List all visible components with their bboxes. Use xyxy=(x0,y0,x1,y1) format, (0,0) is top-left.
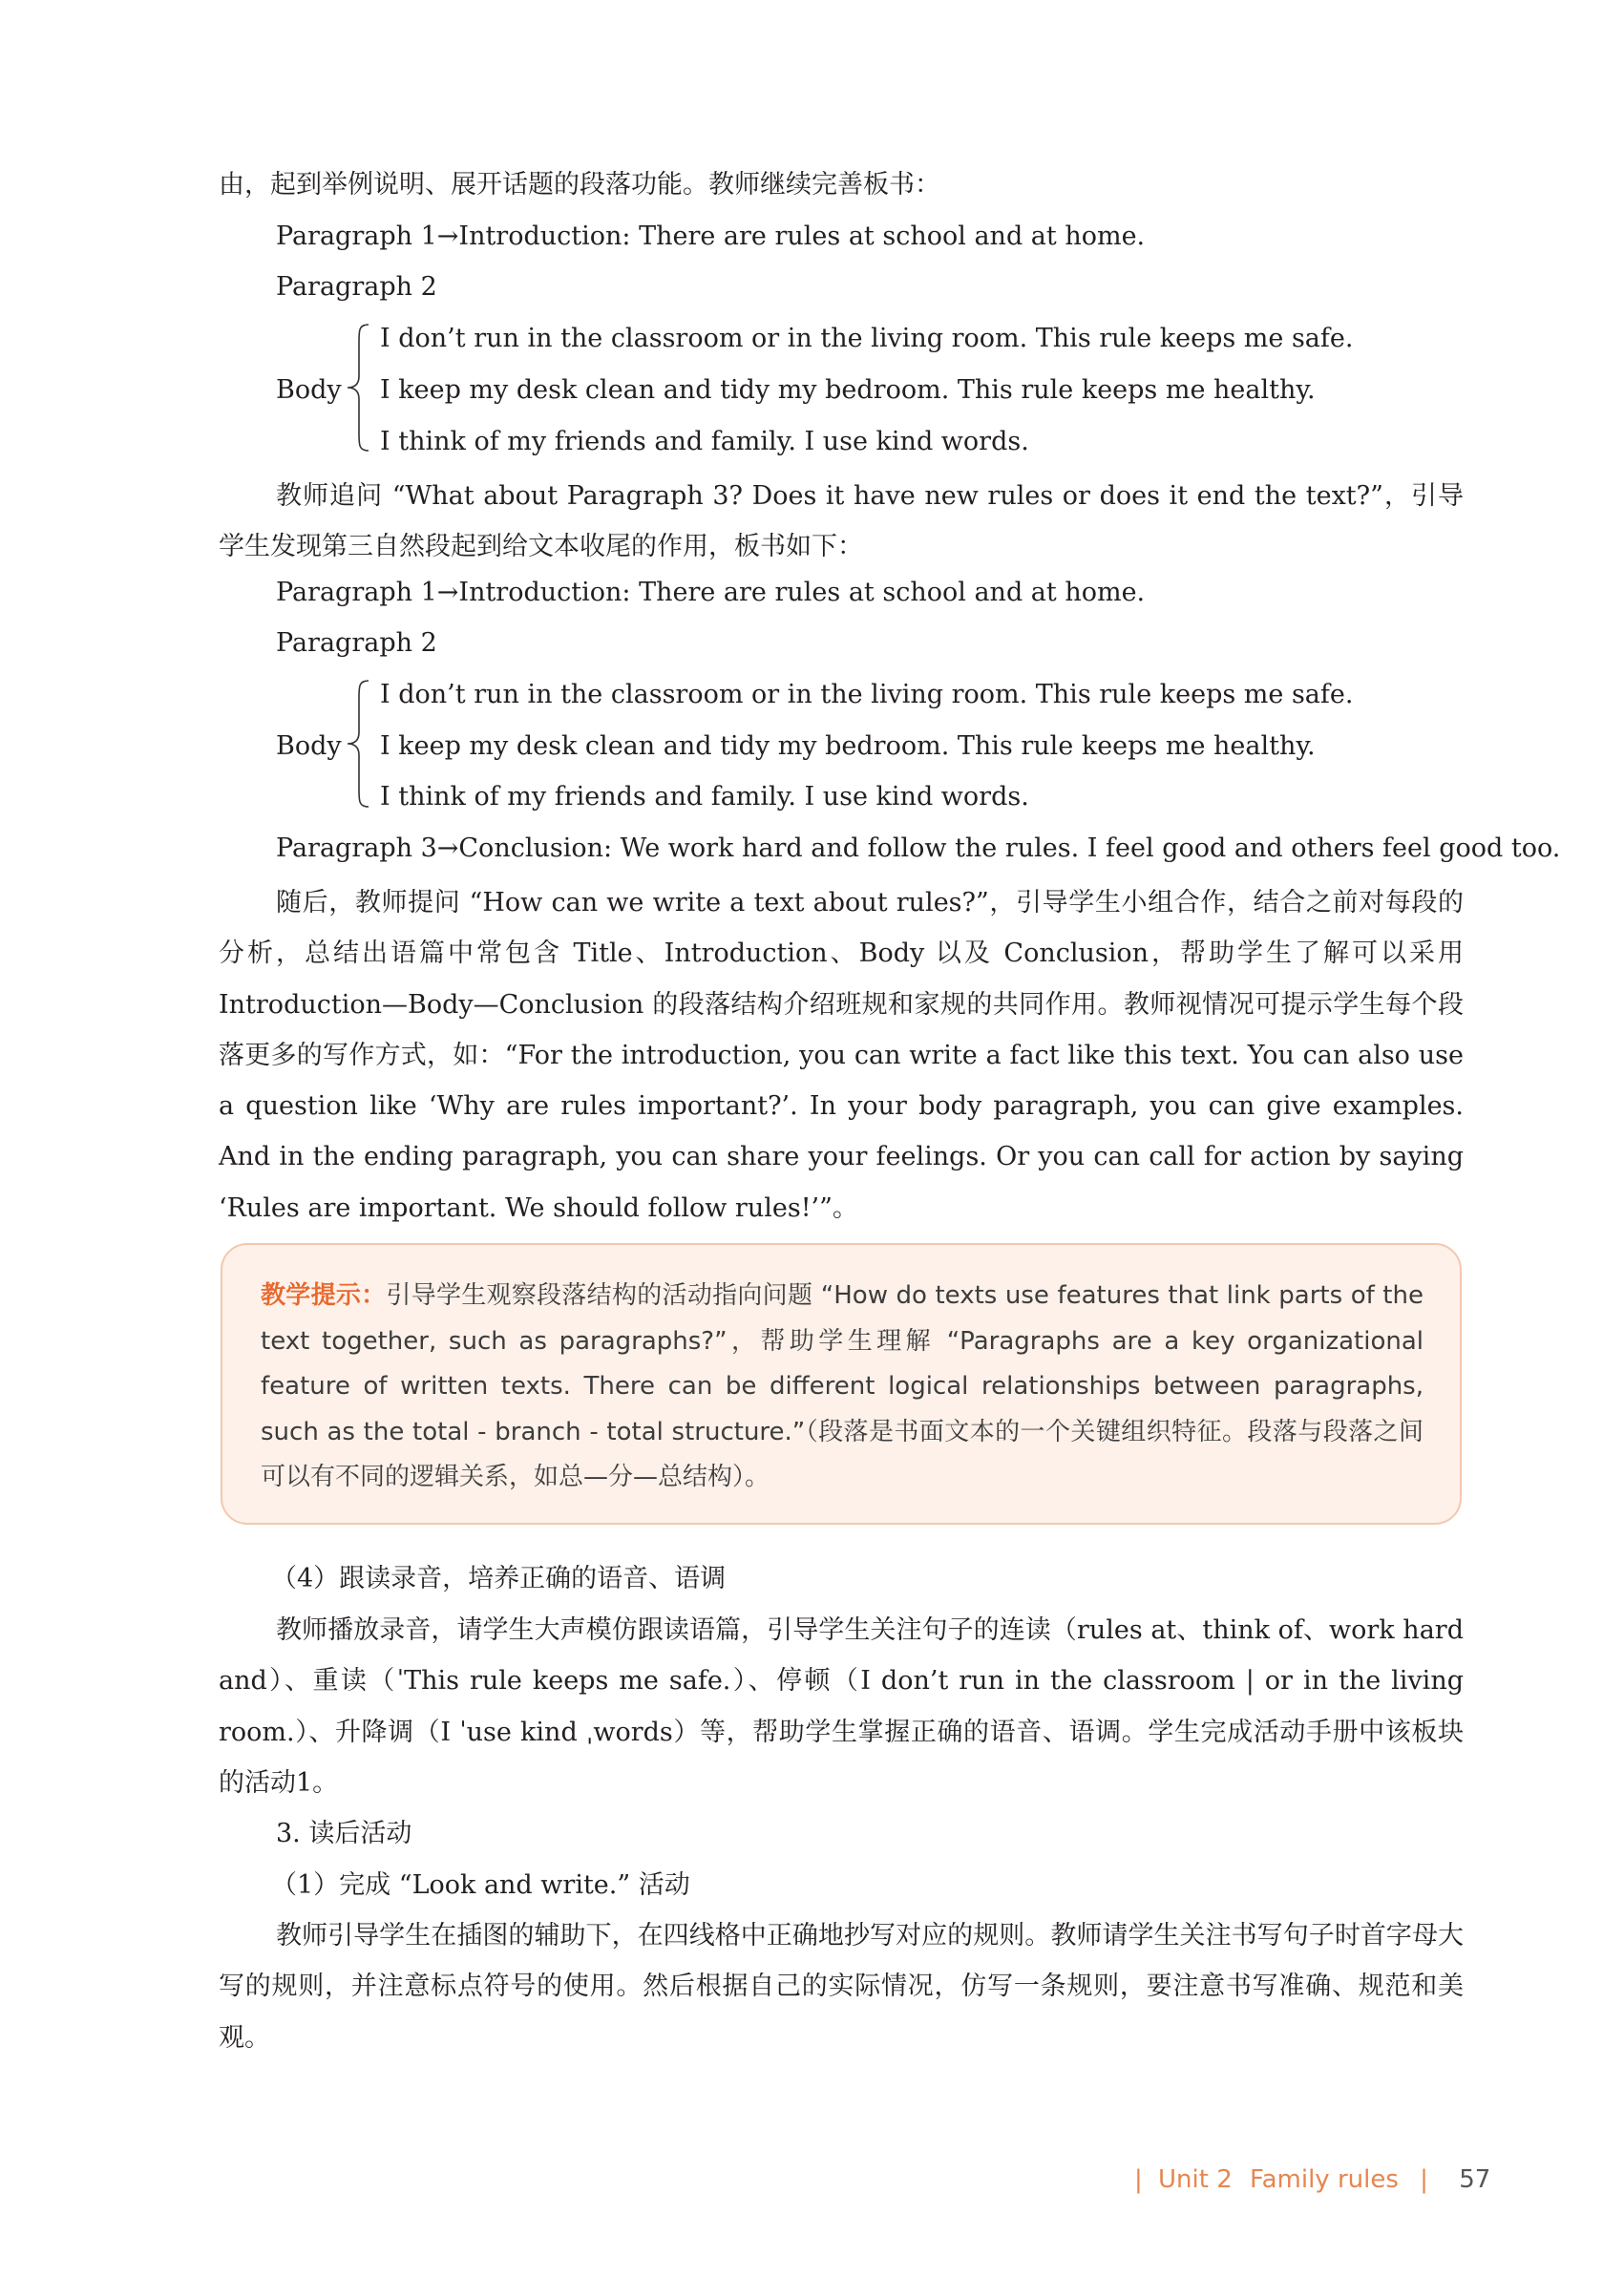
board1-paragraph1: Paragraph 1→Introduction: There are rules at school and at home. xyxy=(276,221,1146,251)
footer-title: Family rules xyxy=(1250,2165,1399,2194)
section4-paragraph: 教师播放录音，请学生大声模仿跟读语篇，引导学生关注句子的连读（rules at、think of、work hard and）、重读（ˈThis rule keeps me safe.）、停顿（I don’t run in the classroom | or in the living room.）、升降调（I ˈuse kind ˌwords）等，帮助学生掌握正确的语音、语调。学生完成活动手册中该板块的活动1。 xyxy=(219,1615,1464,1798)
page-number: 57 xyxy=(1459,2165,1491,2194)
board2-paragraph3: Paragraph 3→Conclusion: We work hard and follow the rules. I feel good and others feel good too. xyxy=(276,833,1561,863)
board1-paragraph2: Paragraph 2 xyxy=(276,272,437,302)
summary-paragraph: 随后，教师提问 “How can we write a text about rules?”，引导学生小组合作，结合之前对每段的分析，总结出语篇中常包含 Title、Introduction、Body 以及 Conclusion，帮助学生了解可以采用 Introduction—Body—Conclusion 的段落结构介绍班规和家规的共同作用。教师视情况可提示学生每个段落更多的写作方式，如：“For the introduction, you can write a fact like this text. You can also use a question like ‘Why are rules important?’. In your body paragraph, you can give examples. And in the ending paragraph, you can share your feelings. Or you can call for action by saying ‘Rules are important. We should follow rules!’”。 xyxy=(219,888,1464,1223)
section4-heading: （4）跟读录音，培养正确的语音、语调 xyxy=(271,1564,727,1593)
board2-sentence2: I keep my desk clean and tidy my bedroom. This rule keeps me healthy. xyxy=(380,731,1316,761)
footer-unit: Unit 2 xyxy=(1158,2165,1233,2194)
board1-body-label: Body xyxy=(276,375,342,405)
board1-sentence2: I keep my desk clean and tidy my bedroom. This rule keeps me healthy. xyxy=(380,375,1316,405)
board2-sentence3: I think of my friends and family. I use kind words. xyxy=(380,782,1029,812)
board2-paragraph1: Paragraph 1→Introduction: There are rules at school and at home. xyxy=(276,578,1146,607)
footer-bar-right: | xyxy=(1420,2165,1428,2194)
teaching-tip-box xyxy=(221,1243,1462,1525)
board2-sentence1: I don’t run in the classroom or in the living room. This rule keeps me safe. xyxy=(380,680,1354,709)
teaching-tip-body: 引导学生观察段落结构的活动指向问题 “How do texts use features that link parts of the text together, such as paragraphs?”，帮助学生理解 “Paragraphs are a key organizational feature of written texts. There can be different logical relationships between paragraphs, such as the total - branch - total structure.”（段落是书面文本的一个关键组织特征。段落与段落之间可以有不同的逻辑关系，如总—分—总结构）。 xyxy=(261,1281,1424,1491)
footer-bar-left: | xyxy=(1134,2165,1143,2194)
continued-line: 由，起到举例说明、展开话题的段落功能。教师继续完善板书： xyxy=(219,170,940,200)
board2-body-label: Body xyxy=(276,731,342,761)
board1-sentence3: I think of my friends and family. I use kind words. xyxy=(380,427,1029,456)
teaching-tip-text xyxy=(261,1274,1424,1501)
board2-brace-icon xyxy=(346,679,374,809)
teaching-tip-label: 教学提示： xyxy=(261,1281,387,1310)
board1-brace-icon xyxy=(346,323,374,453)
board1-sentence1: I don’t run in the classroom or in the living room. This rule keeps me safe. xyxy=(380,324,1354,353)
section3-heading: 3. 读后活动 xyxy=(276,1819,412,1848)
page-footer xyxy=(1127,2165,1491,2194)
section3-paragraph: 教师引导学生在插图的辅助下，在四线格中正确地抄写对应的规则。教师请学生关注书写句子时首字母大写的规则，并注意标点符号的使用。然后根据自己的实际情况，仿写一条规则，要注意书写准确、规范和美观。 xyxy=(219,1921,1464,2053)
board2-paragraph2: Paragraph 2 xyxy=(276,628,437,658)
followup-paragraph: 教师追问 “What about Paragraph 3? Does it have new rules or does it end the text?”，引导学生发现第三自然段起到给文本收尾的作用，板书如下： xyxy=(219,481,1464,562)
section3-sub1-heading: （1）完成 “Look and write.” 活动 xyxy=(271,1870,690,1900)
